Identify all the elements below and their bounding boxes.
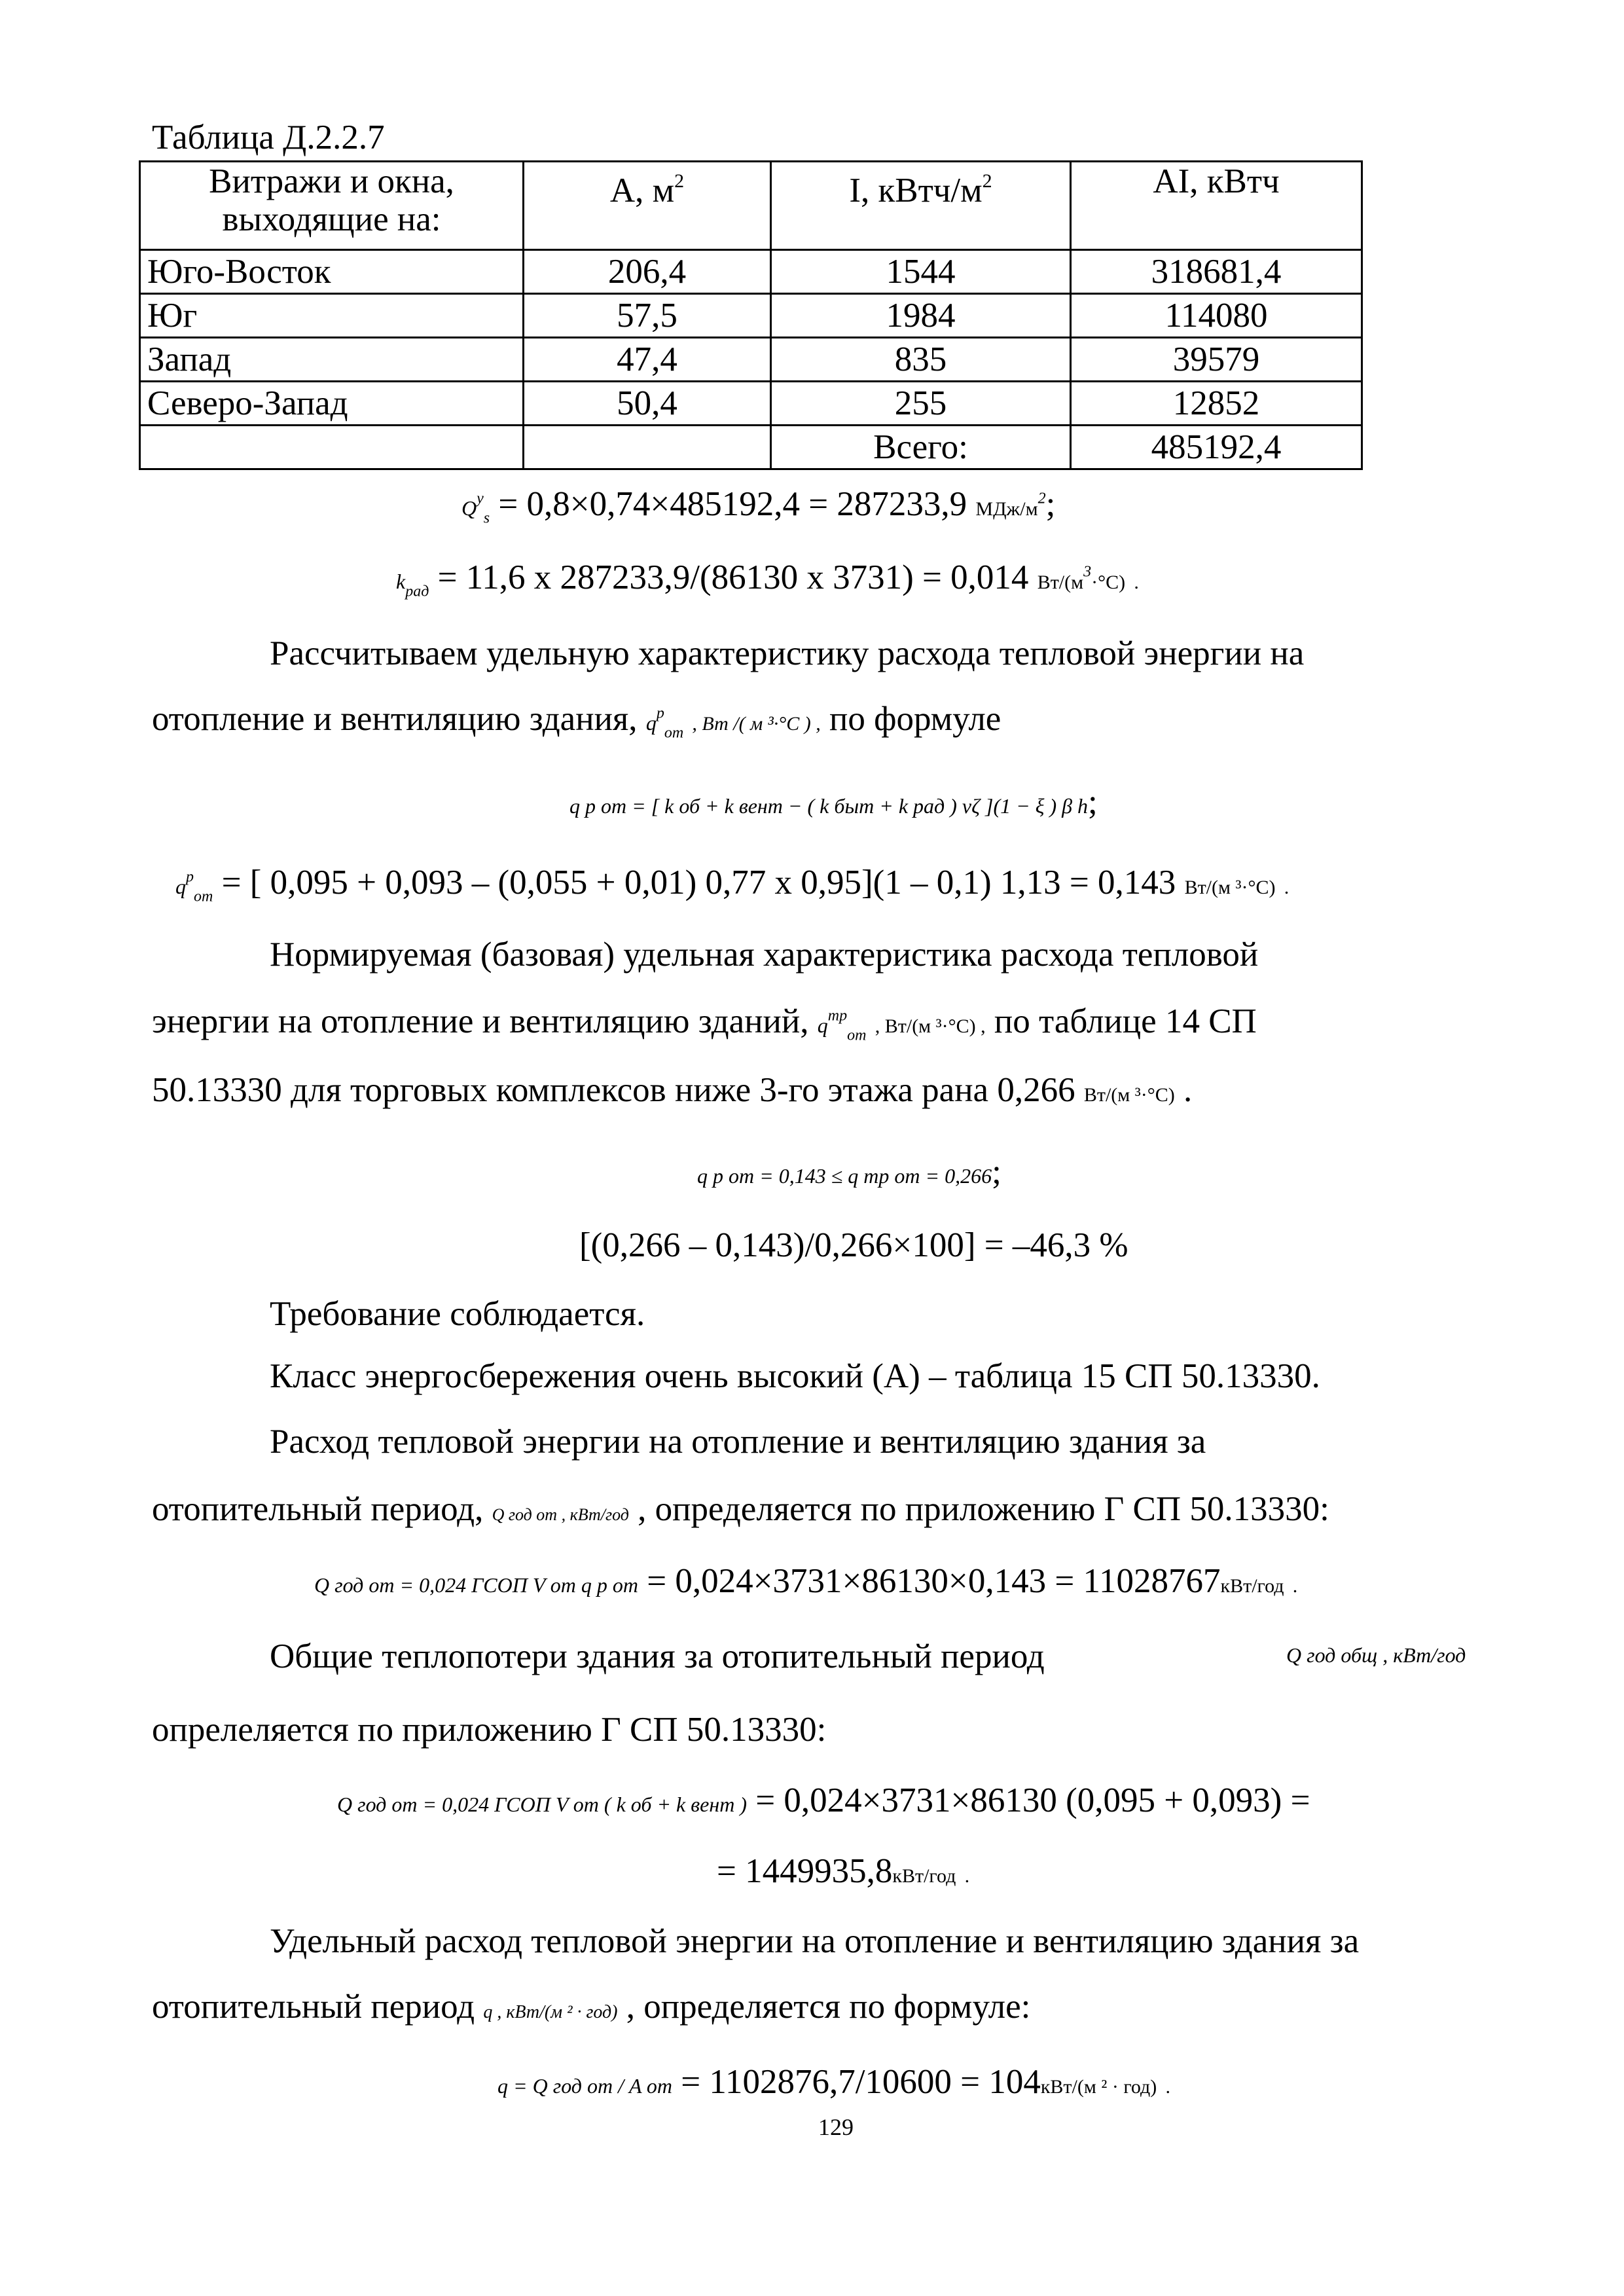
paragraph-4-symbol: Q год общ , кВт/год — [1286, 1643, 1466, 1667]
paragraph-5-line-1: Удельный расход тепловой энергии на отопление и вентиляцию здания за — [270, 1922, 1360, 1960]
table-cell: 318681,4 — [1071, 250, 1362, 294]
table-cell: 255 — [771, 382, 1071, 426]
table-cell: 57,5 — [524, 294, 771, 338]
energy-class-text: Класс энергосбережения очень высокий (А) – таблица 15 СП 50.13330. — [270, 1357, 1320, 1395]
table-cell: 835 — [771, 338, 1071, 382]
header-cell-irradiance: I, кВтч/$м^2$ — [771, 162, 1071, 250]
table-cell: 485192,4 — [1071, 426, 1362, 469]
paragraph-5-line-2: отопительный период q , кВт/(м ² · год) , определяется по формуле: — [152, 1988, 1031, 2026]
paragraph-2-line-3: 50.13330 для торговых комплексов ниже 3-го этажа рана 0,266 Вт/(м ³·°С) . — [152, 1071, 1193, 1109]
table-cell: Юго-Восток — [140, 250, 524, 294]
paragraph-1-line-2: отопление и вентиляцию здания, $q^р_{от}$ , Вт /( м ³·°С ) , по формуле — [152, 700, 1001, 742]
equation-annual-heat: Q год от = 0,024 ГСОП V от q р от = 0,024×3731×86130×0,143 = 11028767кВт/год . — [314, 1562, 1298, 1600]
table-row — [140, 294, 1362, 338]
table-row — [140, 382, 1362, 426]
paragraph-2-line-2: энергии на отопление и вентиляцию зданий, $q^{тр}_{от}$ , Вт/(м ³·°С) , по таблице 14 СП — [152, 1002, 1257, 1044]
table-cell: 1544 — [771, 250, 1071, 294]
equation-q-formula: q р от = [ k об + k вент − ( k быт + k рад ) νζ ](1 − ξ ) β h; — [569, 783, 1098, 821]
table-cell — [524, 426, 771, 469]
table-cell: 39579 — [1071, 338, 1362, 382]
table-cell — [140, 426, 524, 469]
equation-percentage: [(0,266 – 0,143)/0,266×100] = –46,3 % — [579, 1226, 1128, 1264]
paragraph-1-line-1: Рассчитываем удельную характеристику расхода тепловой энергии на — [270, 634, 1305, 672]
paragraph-4-line-2: опрелеляется по приложению Г СП 50.13330: — [152, 1711, 827, 1749]
table-header-row — [140, 162, 1362, 250]
table-cell: Северо-Запад — [140, 382, 524, 426]
table-cell: Юг — [140, 294, 524, 338]
table-cell: 206,4 — [524, 250, 771, 294]
table-cell: 47,4 — [524, 338, 771, 382]
equation-comparison: q р от = 0,143 ≤ q тр от = 0,266; — [697, 1153, 1001, 1191]
paragraph-2-line-1: Нормируемая (базовая) удельная характеристика расхода тепловой — [270, 936, 1259, 974]
equation-total-losses-result: = 1449935,8кВт/год . — [717, 1852, 970, 1890]
table-cell: 12852 — [1071, 382, 1362, 426]
paragraph-4-line-1: Общие теплопотери здания за отопительный период — [270, 1637, 1045, 1675]
equation-total-losses: Q год от = 0,024 ГСОП V от ( k об + k вент ) = 0,024×3731×86130 (0,095 + 0,093) = — [337, 1781, 1310, 1819]
paragraph-3-line-1: Расход тепловой энергии на отопление и вентиляцию здания за — [270, 1423, 1206, 1461]
header-cell-ai: АI, кВтч — [1071, 162, 1362, 250]
equation-specific-consumption: q = Q год от / A от = 1102876,7/10600 = 104кВт/(м ² · год) . — [497, 2063, 1171, 2101]
table-row — [140, 250, 1362, 294]
table-row — [140, 338, 1362, 382]
table-total-row — [140, 426, 1362, 469]
paragraph-3-line-2: отопительный период, Q год от , кВт/год , определяется по приложению Г СП 50.13330: — [152, 1490, 1329, 1528]
table-cell: 114080 — [1071, 294, 1362, 338]
equation-q-value: $q^р_{от}$ = [ 0,095 + 0,093 – (0,055 + 0,01) 0,77 х 0,95](1 – 0,1) 1,13 = 0,143 Вт/(м ³·°С) . — [175, 864, 1290, 905]
equation-k-rad: $k_{рад} = 11,6$ х 287233,9/(86130 х 3731) = 0,014 $Вт/(м^3\cdot^\circ С)$ . — [396, 558, 1139, 600]
table-cell: Запад — [140, 338, 524, 382]
table-cell: 1984 — [771, 294, 1071, 338]
table-caption: Таблица Д.2.2.7 — [152, 118, 385, 156]
page-number: 129 — [818, 2114, 854, 2140]
table-cell: Всего: — [771, 426, 1071, 469]
header-cell-area: А, $м^2$ — [524, 162, 771, 250]
table-cell: 50,4 — [524, 382, 771, 426]
header-cell-direction: Витражи и окна, выходящие на: — [140, 162, 524, 250]
windows-table — [139, 160, 1363, 470]
equation-solar-gain: $Q^y_s = 0,8\times 0,74\times 485192,4 = 287233,9$ МДж/$м^2$; — [461, 485, 1056, 527]
requirement-text: Требование соблюдается. — [270, 1295, 645, 1333]
